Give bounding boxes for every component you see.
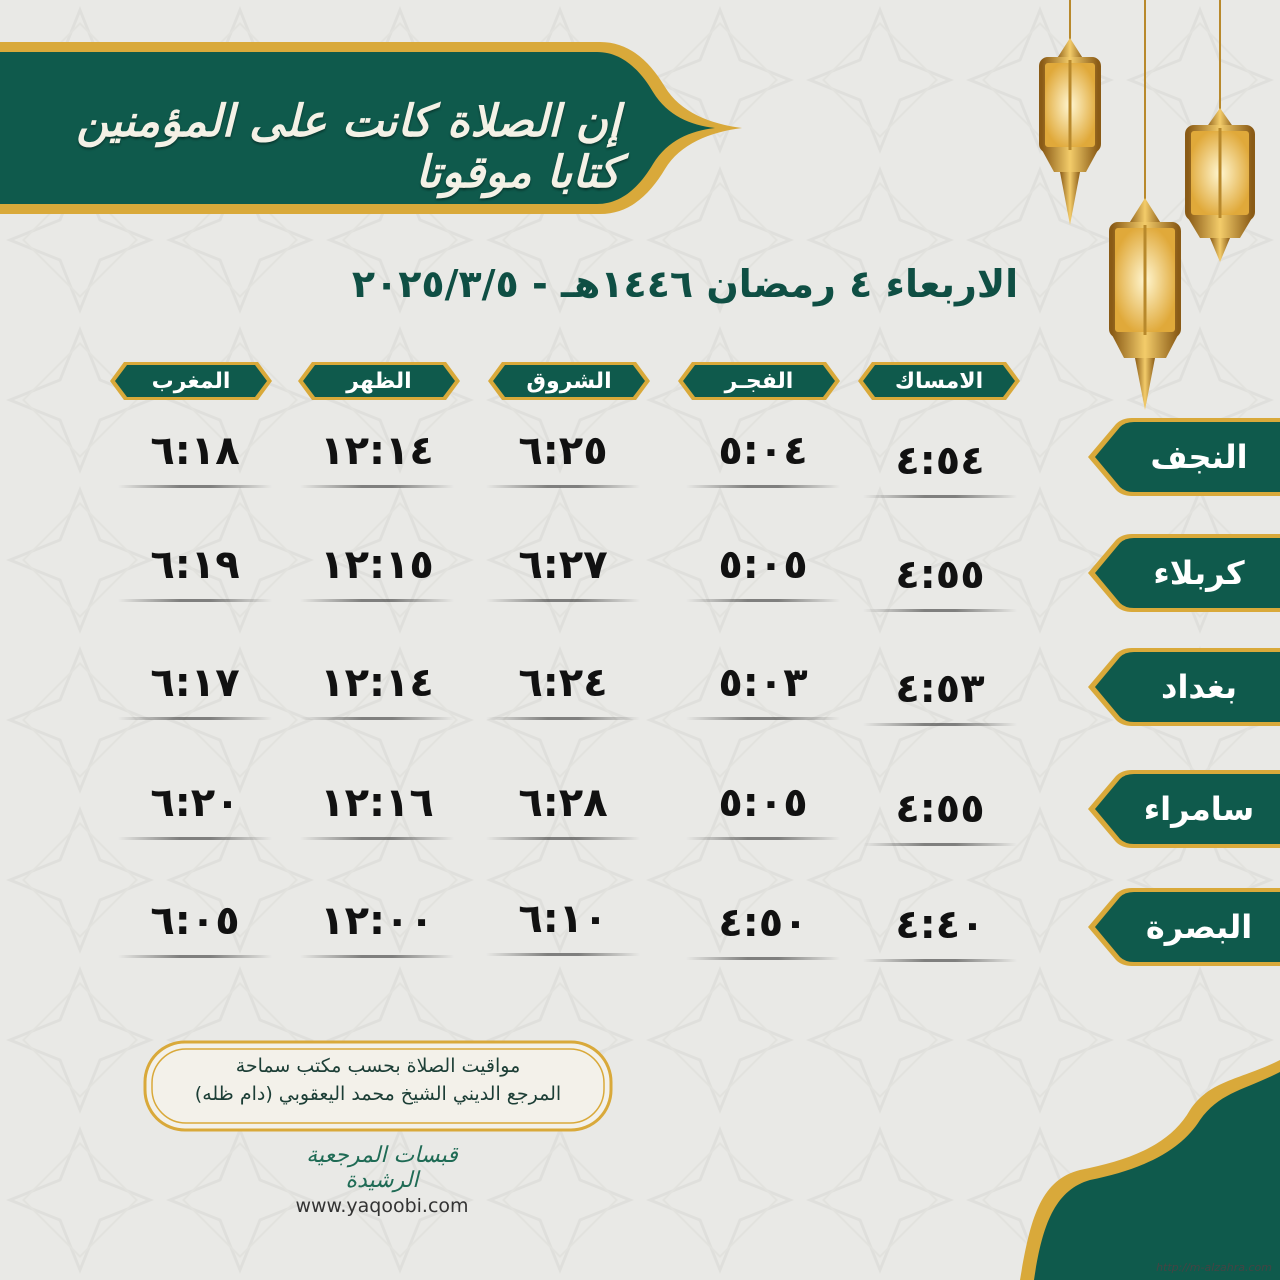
time-cell bbox=[678, 660, 848, 720]
cell-divider bbox=[686, 599, 840, 602]
time-cell bbox=[110, 542, 280, 602]
time-value: ٦:٢٠ bbox=[150, 780, 240, 826]
time-cell bbox=[110, 780, 280, 840]
city-tag-samarra bbox=[1088, 770, 1280, 848]
time-value: ٦:١٧ bbox=[150, 660, 240, 706]
time-value: ٦:١٠ bbox=[518, 896, 608, 942]
calligraphy-banner bbox=[0, 32, 745, 224]
time-value: ٥:٠٥ bbox=[718, 542, 808, 588]
time-cell bbox=[292, 660, 462, 720]
column-header-fajr bbox=[678, 362, 840, 400]
city-name: البصرة bbox=[1145, 908, 1253, 946]
cell-divider bbox=[486, 599, 640, 602]
column-header-label: الامساك bbox=[894, 368, 984, 394]
cell-divider bbox=[118, 837, 272, 840]
time-cell bbox=[855, 552, 1025, 612]
cell-divider bbox=[686, 717, 840, 720]
time-value: ٦:٢٨ bbox=[518, 780, 608, 826]
time-value: ٤:٥٣ bbox=[895, 666, 985, 712]
site-logo bbox=[282, 1143, 482, 1217]
time-cell bbox=[855, 666, 1025, 726]
cell-divider bbox=[863, 843, 1017, 846]
time-cell bbox=[292, 542, 462, 602]
time-value: ١٢:١٦ bbox=[320, 780, 434, 826]
time-cell bbox=[110, 898, 280, 958]
column-header-maghrib bbox=[110, 362, 272, 400]
time-cell bbox=[855, 902, 1025, 962]
time-value: ٦:١٨ bbox=[150, 428, 240, 474]
city-name: بغداد bbox=[1161, 668, 1237, 706]
cell-divider bbox=[118, 717, 272, 720]
time-value: ٦:٢٥ bbox=[518, 428, 608, 474]
cell-divider bbox=[863, 495, 1017, 498]
note-line-1: مواقيت الصلاة بحسب مكتب سماحة bbox=[235, 1055, 521, 1077]
logo-calligraphy: قبسات المرجعية الرشيدة bbox=[306, 1143, 458, 1193]
time-value: ٦:٠٥ bbox=[150, 898, 240, 944]
cell-divider bbox=[686, 837, 840, 840]
city-name: سامراء bbox=[1143, 790, 1255, 828]
time-cell bbox=[678, 780, 848, 840]
time-value: ١٢:٠٠ bbox=[320, 898, 434, 944]
city-tag-baghdad bbox=[1088, 648, 1280, 726]
time-value: ٤:٤٠ bbox=[895, 902, 985, 948]
time-value: ٥:٠٤ bbox=[718, 428, 808, 474]
time-cell bbox=[292, 898, 462, 958]
website-url: www.yaqoobi.com bbox=[295, 1195, 469, 1217]
cell-divider bbox=[300, 485, 454, 488]
time-value: ٥:٠٣ bbox=[718, 660, 808, 706]
time-cell bbox=[110, 428, 280, 488]
time-value: ٦:١٩ bbox=[150, 542, 240, 588]
cell-divider bbox=[686, 957, 840, 960]
time-value: ٦:٢٤ bbox=[518, 660, 608, 706]
time-cell bbox=[478, 780, 648, 840]
cell-divider bbox=[118, 599, 272, 602]
cell-divider bbox=[486, 953, 640, 956]
column-header-sunrise bbox=[488, 362, 650, 400]
time-value: ٤:٥٥ bbox=[895, 786, 985, 832]
time-cell bbox=[478, 896, 648, 956]
column-header-label: الظهر bbox=[346, 368, 412, 394]
cell-divider bbox=[118, 485, 272, 488]
time-cell bbox=[678, 900, 848, 960]
time-cell bbox=[478, 428, 648, 488]
column-header-label: المغرب bbox=[151, 368, 231, 394]
time-cell bbox=[855, 786, 1025, 846]
time-value: ١٢:١٤ bbox=[320, 428, 434, 474]
banner-calligraphy: إن الصلاة كانت على المؤمنين كتابا موقوتا bbox=[76, 96, 620, 198]
city-tag-karbala bbox=[1088, 534, 1280, 612]
cell-divider bbox=[486, 485, 640, 488]
time-value: ٤:٥٥ bbox=[895, 552, 985, 598]
column-header-imsak bbox=[858, 362, 1020, 400]
cell-divider bbox=[486, 837, 640, 840]
time-cell bbox=[678, 428, 848, 488]
corner-ornament bbox=[1020, 1050, 1280, 1280]
column-header-label: الشروق bbox=[526, 368, 612, 394]
time-value: ١٢:١٤ bbox=[320, 660, 434, 706]
cell-divider bbox=[300, 837, 454, 840]
note-line-2: المرجع الديني الشيخ محمد اليعقوبي (دام ظله) bbox=[194, 1083, 562, 1105]
cell-divider bbox=[300, 717, 454, 720]
city-name: النجف bbox=[1150, 438, 1248, 476]
time-cell bbox=[478, 542, 648, 602]
source-note bbox=[143, 1040, 613, 1132]
time-cell bbox=[478, 660, 648, 720]
city-name: كربلاء bbox=[1153, 554, 1245, 592]
time-value: ٥:٠٥ bbox=[718, 780, 808, 826]
cell-divider bbox=[118, 955, 272, 958]
time-cell bbox=[855, 438, 1025, 498]
time-cell bbox=[678, 542, 848, 602]
cell-divider bbox=[300, 955, 454, 958]
time-cell bbox=[292, 780, 462, 840]
time-value: ١٢:١٥ bbox=[320, 542, 434, 588]
time-cell bbox=[110, 660, 280, 720]
time-value: ٦:٢٧ bbox=[518, 542, 608, 588]
time-value: ٤:٥٤ bbox=[895, 438, 985, 484]
cell-divider bbox=[686, 485, 840, 488]
watermark: http://m-alzahra.com bbox=[1156, 1261, 1272, 1274]
city-tag-basra bbox=[1088, 888, 1280, 966]
time-cell bbox=[292, 428, 462, 488]
time-value: ٤:٥٠ bbox=[718, 900, 808, 946]
cell-divider bbox=[863, 609, 1017, 612]
lanterns-decoration bbox=[1020, 0, 1280, 420]
cell-divider bbox=[863, 959, 1017, 962]
date-heading: الاربعاء ٤ رمضان ١٤٤٦هـ - ٢٠٢٥/٣/٥ bbox=[351, 262, 1019, 306]
city-tag-najaf bbox=[1088, 418, 1280, 496]
cell-divider bbox=[863, 723, 1017, 726]
column-header-label: الفجـر bbox=[724, 368, 794, 394]
column-header-dhuhr bbox=[298, 362, 460, 400]
cell-divider bbox=[486, 717, 640, 720]
cell-divider bbox=[300, 599, 454, 602]
